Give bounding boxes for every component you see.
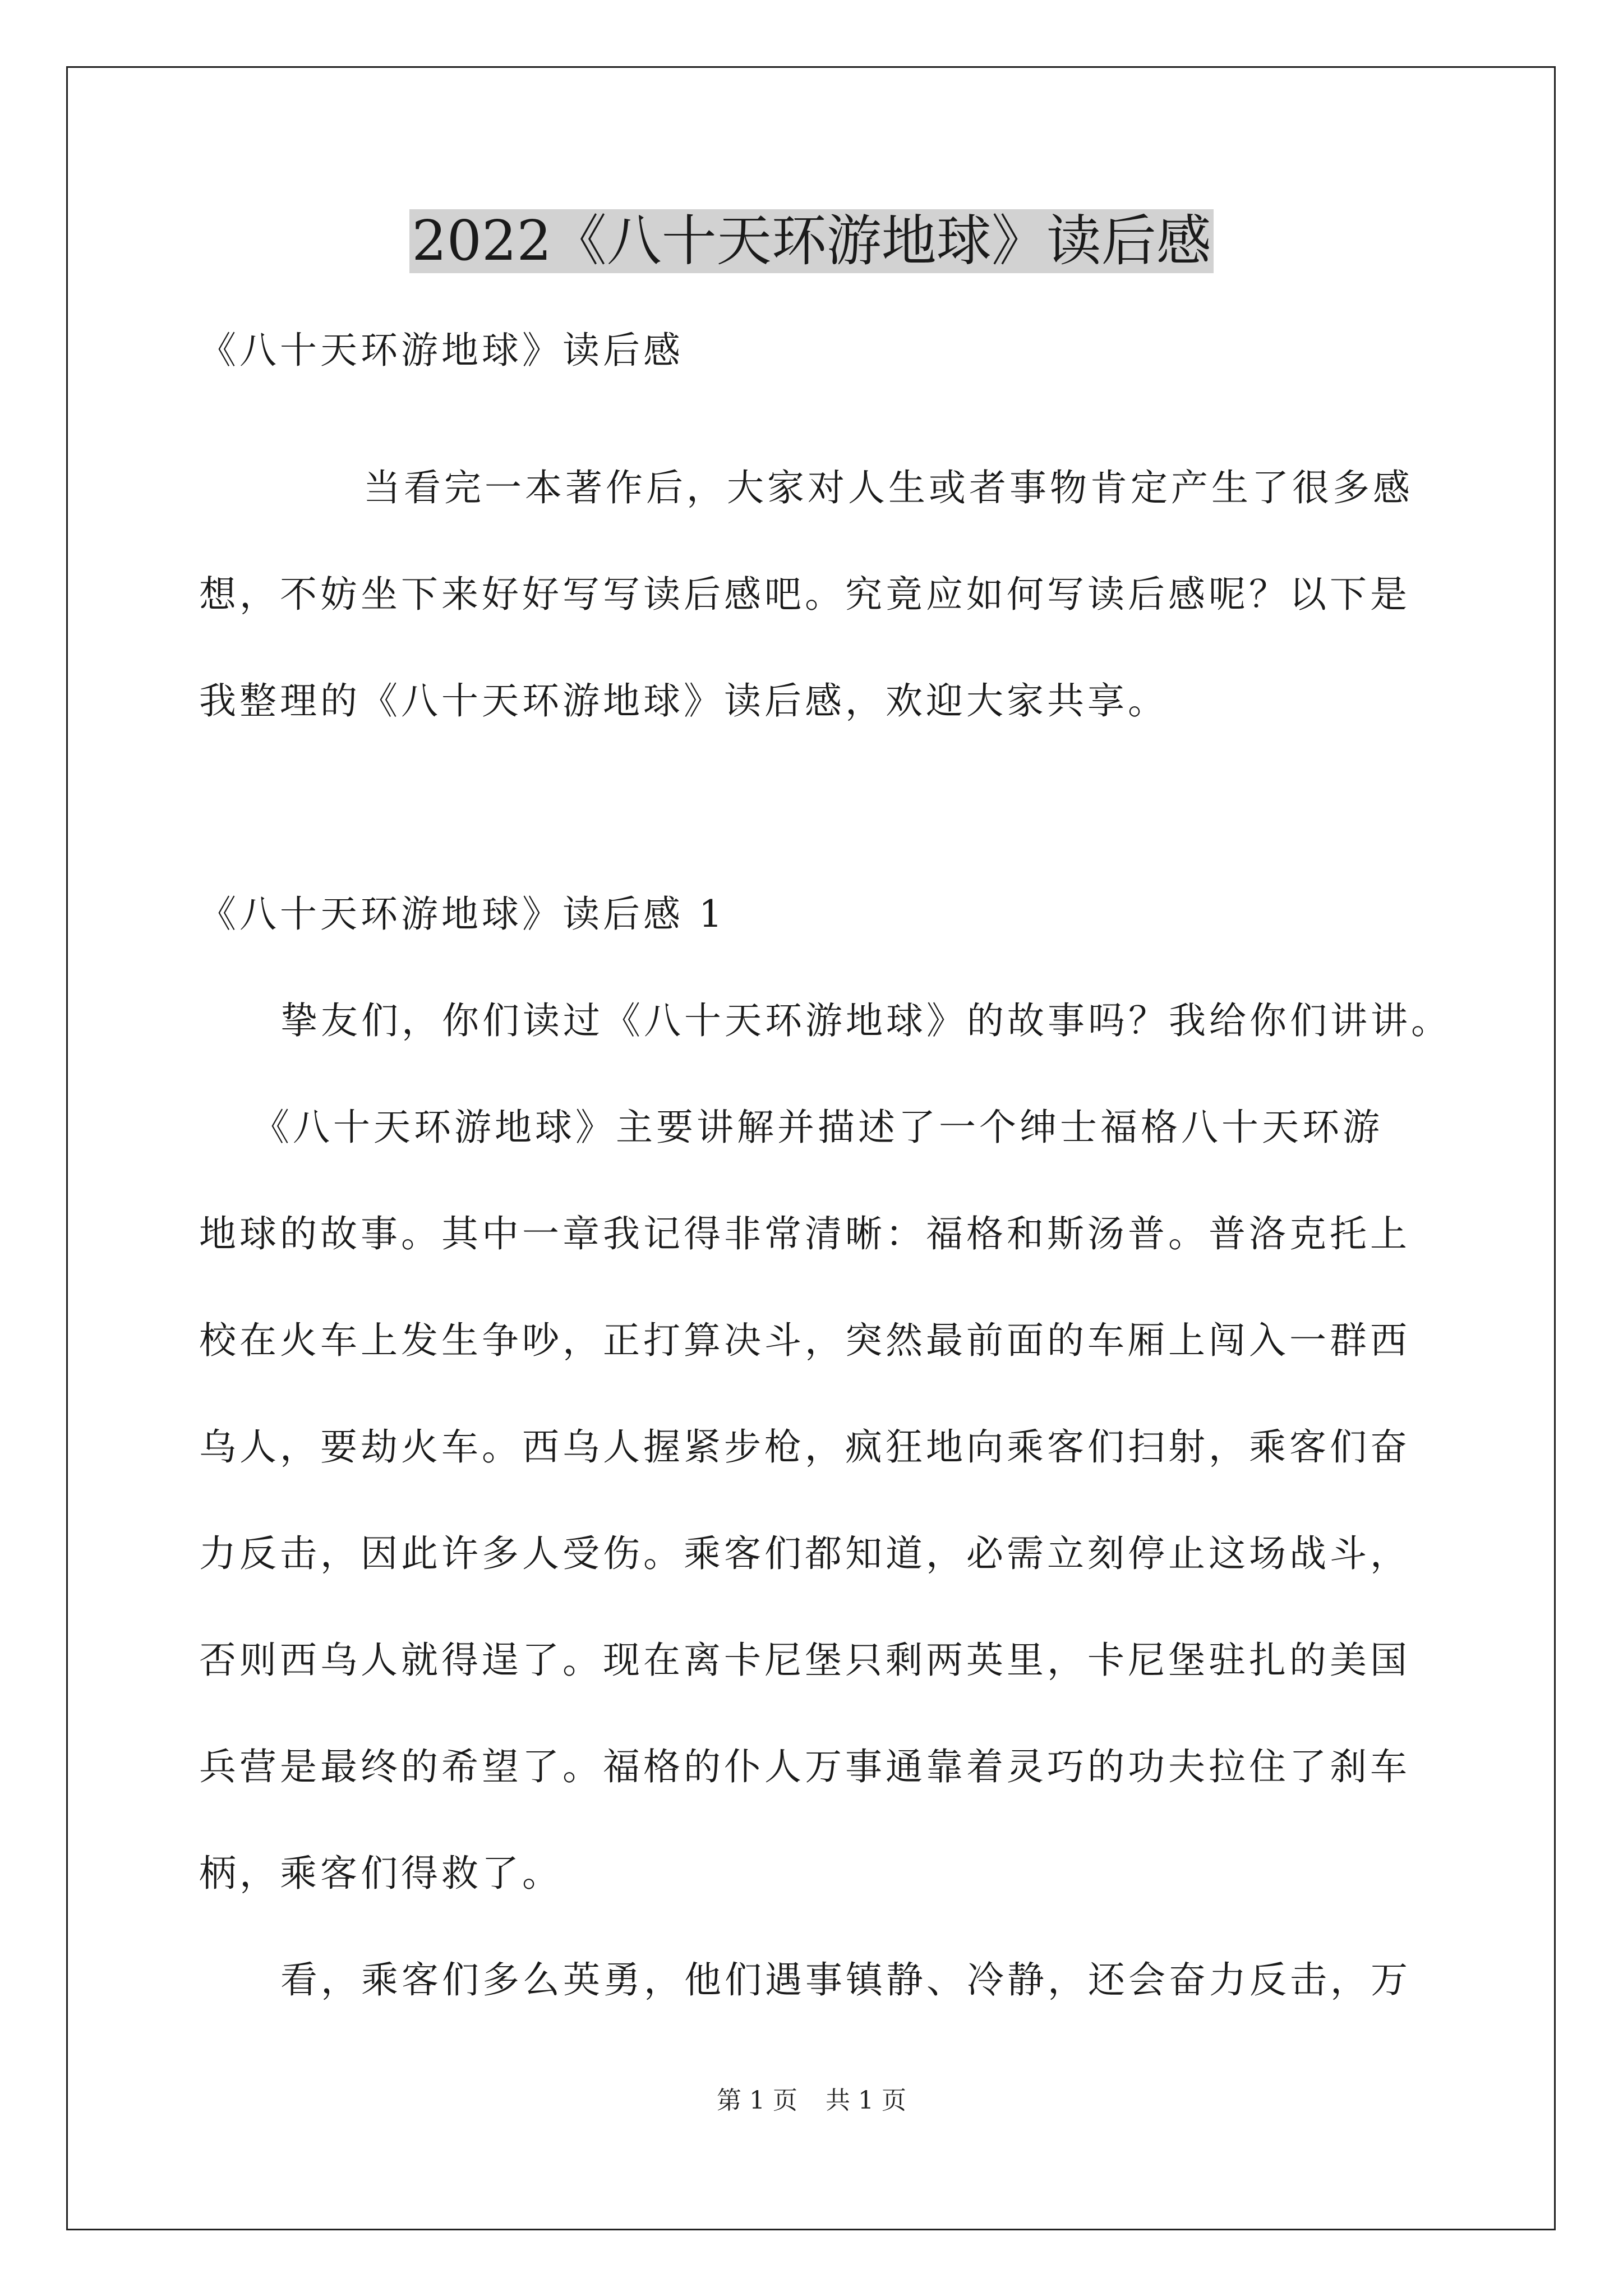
section1-line-1: 挚友们，你们读过《八十天环游地球》的故事吗？我给你们讲讲。 [280, 999, 1451, 1042]
page-number-total: 共 1 页 [826, 2086, 906, 2115]
intro-line-3: 我整理的《八十天环游地球》读后感，欢迎大家共享。 [199, 679, 1168, 723]
section1-heading: 《八十天环游地球》读后感 1 [199, 892, 726, 936]
section1-line-8: 兵营是最终的希望了。福格的仆人万事通靠着灵巧的功夫拉住了刹车 [199, 1745, 1410, 1788]
intro-line-1: 当看完一本著作后，大家对人生或者事物肯定产生了很多感 [363, 466, 1413, 509]
section1-line-2: 《八十天环游地球》主要讲解并描述了一个绅士福格八十天环游 [252, 1106, 1383, 1149]
section1-line-6: 力反击，因此许多人受伤。乘客们都知道，必需立刻停止这场战斗， [199, 1532, 1410, 1575]
page-number-current: 第 1 页 [717, 2086, 797, 2115]
section1-line-5: 乌人，要劫火车。西乌人握紧步枪，疯狂地向乘客们扫射，乘客们奋 [199, 1425, 1410, 1469]
section1-line-7: 否则西乌人就得逞了。现在离卡尼堡只剩两英里，卡尼堡驻扎的美国 [199, 1639, 1410, 1682]
intro-heading: 《八十天环游地球》读后感 [199, 329, 684, 372]
document-title-text: 2022《八十天环游地球》读后感 [409, 209, 1213, 273]
intro-line-2: 想，不妨坐下来好好写写读后感吧。究竟应如何写读后感呢？以下是 [199, 573, 1410, 616]
section1-line-10: 看，乘客们多么英勇，他们遇事镇静、冷静，还会奋力反击，万 [280, 1958, 1411, 2001]
page-footer [0, 2084, 1623, 2118]
section1-line-9: 柄，乘客们得救了。 [199, 1852, 562, 1895]
document-title [0, 202, 1623, 280]
section1-line-4: 校在火车上发生争吵，正打算决斗，突然最前面的车厢上闯入一群西 [199, 1319, 1410, 1362]
section1-line-3: 地球的故事。其中一章我记得非常清晰：福格和斯汤普。普洛克托上 [199, 1212, 1410, 1255]
